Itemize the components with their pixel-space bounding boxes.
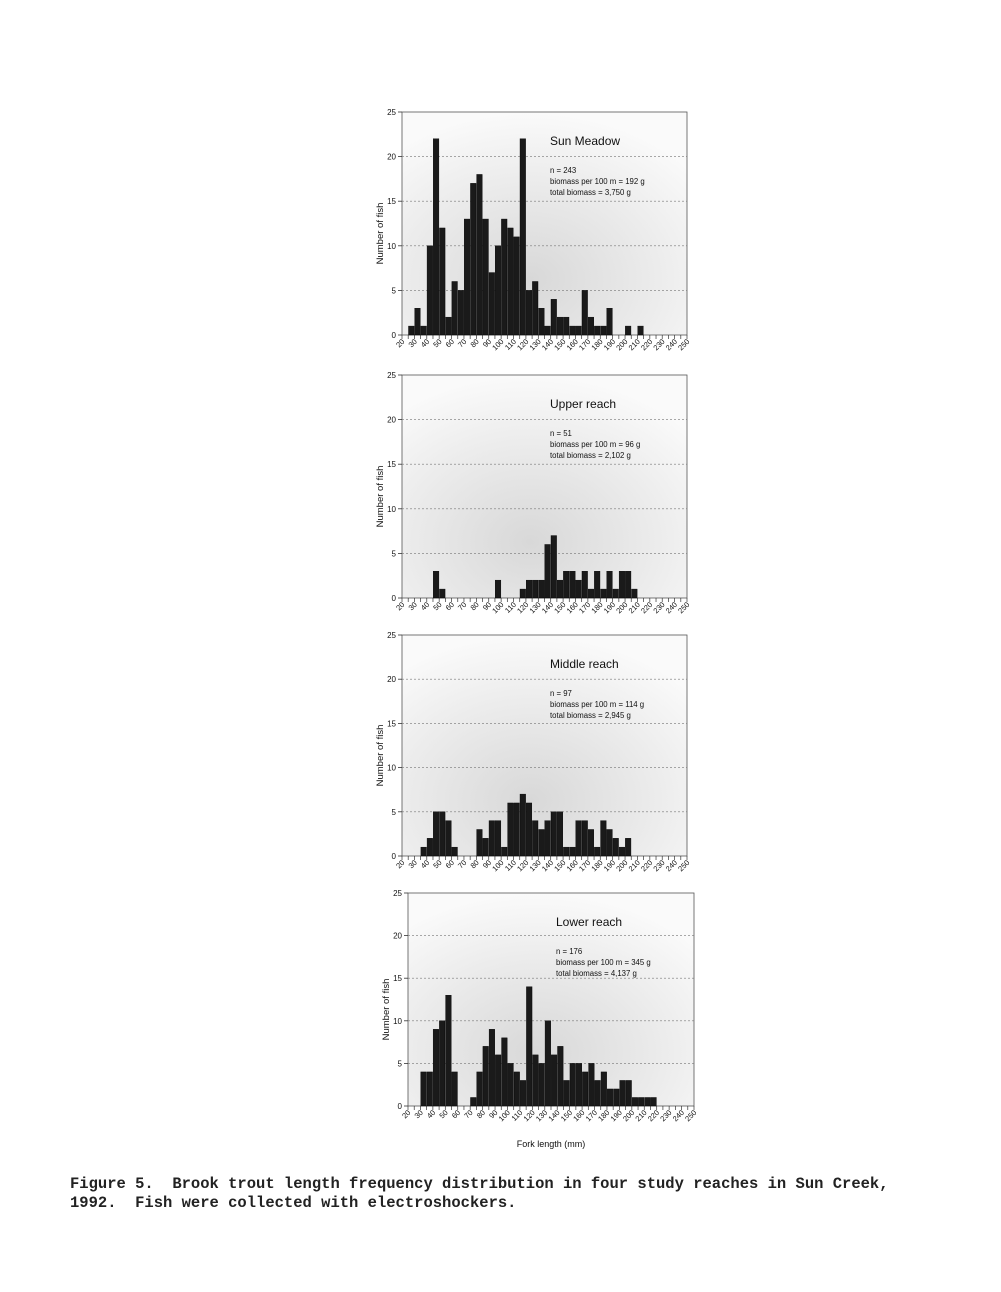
bar [477,1072,483,1106]
bar [446,995,452,1106]
bar [452,847,458,856]
bar [532,821,538,856]
x-tick-label: 130 [527,858,543,874]
bar [557,812,563,856]
y-tick-label: 0 [391,594,396,603]
y-tick-label: 0 [391,331,396,340]
bar [551,299,557,335]
y-tick-label: 10 [387,504,396,514]
x-tick-label: 200 [614,858,630,874]
x-tick-label: 120 [521,1108,537,1124]
bar [576,1063,582,1106]
bar [619,847,625,856]
x-tick-label: 20 [394,337,407,350]
chart-annotation: n = 176 [556,947,583,956]
bar [532,281,538,335]
bar [433,812,439,856]
bar [532,580,538,598]
x-tick-label: 250 [676,858,692,874]
x-tick-label: 180 [589,858,605,874]
bar [551,812,557,856]
x-axis-label: Fork length (mm) [516,1139,586,1149]
chart-annotation: biomass per 100 m = 345 g [556,958,651,967]
bar [508,803,514,856]
x-tick-label: 220 [639,600,655,616]
bar [619,571,625,598]
bar [582,821,588,856]
bar [645,1097,651,1106]
bar [551,1055,557,1106]
x-tick-label: 160 [571,1108,587,1124]
bar [452,281,458,335]
chart-annotation: total biomass = 4,137 g [556,969,637,978]
x-tick-label: 230 [651,858,667,874]
bar [470,183,476,335]
bar [563,317,569,335]
bar [520,139,526,335]
bar [477,829,483,856]
chart-title: Sun Meadow [550,134,621,148]
x-tick-label: 160 [564,858,580,874]
bar [638,1097,644,1106]
x-tick-label: 40 [418,858,432,871]
x-tick-label: 70 [456,337,469,350]
bar [514,1072,520,1106]
x-tick-label: 110 [509,1108,525,1123]
bar [594,571,600,598]
x-tick-label: 190 [601,337,618,353]
x-tick-label: 80 [468,858,481,871]
y-tick-label: 10 [387,763,396,773]
x-tick-label: 30 [412,1108,425,1121]
bar [564,1080,570,1106]
y-tick-label: 25 [387,108,396,117]
bar [601,589,607,598]
bar [613,838,619,856]
bar [570,326,576,335]
x-tick-label: 80 [474,1108,488,1121]
bar [446,317,452,335]
bar [421,326,427,335]
x-tick-label: 70 [462,1108,475,1121]
y-tick-label: 25 [387,631,396,640]
x-tick-label: 80 [468,337,481,350]
bar [613,1089,619,1106]
bar [625,838,631,856]
bar [539,580,545,598]
x-tick-label: 140 [539,858,556,874]
chart-title: Middle reach [550,657,619,671]
x-tick-label: 230 [651,600,667,616]
x-tick-label: 90 [480,337,494,350]
bar [625,571,631,598]
bar [495,821,501,856]
y-tick-label: 20 [387,675,396,685]
x-tick-label: 30 [406,600,419,613]
chart-annotation: n = 51 [550,429,572,438]
x-tick-label: 150 [558,1108,575,1124]
caption-line-2: 1992. Fish were collected with electroshockers. [70,1194,517,1212]
x-tick-label: 210 [626,858,642,874]
bar [533,1055,539,1106]
x-tick-label: 240 [663,858,680,874]
bar [570,1063,576,1106]
x-tick-label: 200 [614,600,630,616]
x-tick-label: 240 [663,600,680,616]
bar [570,571,576,598]
y-tick-label: 10 [387,241,396,251]
bar [439,589,445,598]
bar [613,589,619,598]
bar [408,326,414,335]
x-tick-label: 210 [633,1108,649,1124]
bar [495,1055,501,1106]
x-tick-label: 60 [443,337,456,350]
y-axis-label: Number of fish [375,724,386,787]
x-tick-label: 180 [596,1108,612,1124]
chart-annotation: biomass per 100 m = 96 g [550,440,641,449]
bar [558,1046,564,1106]
y-tick-label: 5 [391,286,396,296]
bar [433,1029,439,1106]
bar [588,829,594,856]
y-tick-label: 0 [397,1102,402,1111]
bar [582,290,588,335]
bar [594,847,600,856]
x-tick-label: 140 [539,337,556,353]
bar [427,838,433,856]
bar [601,1072,607,1106]
x-tick-label: 90 [480,858,494,871]
x-tick-label: 80 [468,600,481,613]
x-tick-label: 250 [676,337,692,353]
y-tick-label: 10 [393,1016,402,1026]
bar [607,571,613,598]
x-tick-label: 110 [503,337,518,352]
bar [594,326,600,335]
bar [508,1063,514,1106]
bar [545,544,551,598]
chart-annotation: n = 243 [550,166,577,175]
x-tick-label: 20 [394,600,407,613]
y-tick-label: 25 [387,371,396,380]
bar [545,326,551,335]
x-tick-label: 240 [670,1108,686,1124]
x-tick-label: 180 [589,337,605,353]
bar [588,317,594,335]
bar [501,219,507,335]
x-tick-label: 150 [552,600,568,616]
bar [433,139,439,335]
y-tick-label: 15 [393,974,402,984]
x-tick-label: 50 [431,337,444,350]
y-axis-label: Number of fish [381,978,392,1041]
bar [595,1080,601,1106]
bar [464,219,470,335]
x-tick-label: 100 [490,337,506,353]
bar [433,571,439,598]
x-tick-label: 130 [533,1108,550,1124]
x-tick-label: 240 [663,337,680,353]
bar [563,847,569,856]
x-tick-label: 40 [425,1108,438,1121]
y-tick-label: 25 [393,889,402,898]
y-tick-label: 5 [391,549,396,559]
bar [601,821,607,856]
bar [620,1080,626,1106]
bar [439,812,445,856]
x-tick-label: 180 [589,600,605,616]
bar [508,228,514,335]
x-tick-label: 30 [406,858,419,871]
bar [483,219,489,335]
y-tick-label: 5 [397,1059,402,1069]
bar [439,1021,445,1106]
x-tick-label: 190 [601,600,618,616]
bar [446,821,452,856]
x-tick-label: 140 [546,1108,562,1124]
x-tick-label: 40 [418,600,432,613]
bar [539,1063,545,1106]
bar [551,536,557,598]
x-tick-label: 220 [639,858,655,874]
y-tick-label: 0 [391,852,396,861]
x-tick-label: 140 [539,600,556,616]
bar [570,847,576,856]
x-tick-label: 210 [626,600,642,616]
bar [557,580,563,598]
bar [483,1046,489,1106]
x-tick-label: 200 [614,337,630,353]
bar [495,246,501,335]
bar [427,1072,433,1106]
x-tick-label: 120 [515,600,531,616]
x-tick-label: 110 [503,858,518,873]
chart-annotation: n = 97 [550,689,572,698]
chart-panel-3 [375,631,691,873]
x-tick-label: 170 [577,600,593,616]
bar [589,1063,595,1106]
x-tick-label: 190 [601,858,618,874]
x-tick-label: 20 [400,1108,413,1121]
bar [470,1097,476,1106]
x-tick-label: 40 [418,337,432,350]
bar [632,589,638,598]
y-tick-label: 15 [387,197,396,207]
figure-caption [70,1175,970,1213]
y-tick-label: 15 [387,460,396,470]
x-tick-label: 130 [527,600,543,616]
x-tick-label: 230 [658,1108,674,1124]
y-tick-label: 20 [387,415,396,425]
y-tick-label: 5 [391,807,396,817]
x-tick-label: 50 [431,858,444,871]
x-tick-label: 190 [608,1108,624,1124]
bar [489,273,495,335]
bar [495,580,501,598]
bar [582,571,588,598]
bar [421,1072,427,1106]
chart-title: Lower reach [556,915,623,929]
bar [427,246,433,335]
bar [489,821,495,856]
bar [501,847,507,856]
x-tick-label: 220 [639,337,655,353]
bar [439,228,445,335]
x-tick-label: 70 [456,858,469,871]
x-tick-label: 150 [552,337,568,353]
bar [489,1029,495,1106]
x-tick-label: 20 [394,858,407,871]
chart-annotation: total biomass = 2,945 g [550,711,631,720]
chart-panel-1 [375,108,691,352]
bar [526,290,532,335]
x-tick-label: 50 [431,600,444,613]
chart-annotation: total biomass = 3,750 g [550,188,631,197]
x-tick-label: 120 [515,337,531,353]
x-tick-label: 30 [406,337,419,350]
bar [520,794,526,856]
bar [539,308,545,335]
x-tick-label: 170 [577,337,593,353]
bar [632,1097,638,1106]
bar [477,174,483,335]
bar [601,326,607,335]
chart-panel-2 [375,371,691,615]
bar [539,829,545,856]
x-tick-label: 60 [443,600,456,613]
x-tick-label: 250 [683,1108,699,1124]
x-tick-label: 200 [621,1108,637,1124]
y-tick-label: 20 [387,152,396,162]
chart-annotation: total biomass = 2,102 g [550,451,631,460]
x-tick-label: 230 [651,337,667,353]
x-tick-label: 130 [527,337,543,353]
chart-panel-4 [381,889,698,1149]
bar [582,1072,588,1106]
x-tick-label: 170 [583,1108,599,1124]
bar [514,237,520,335]
x-tick-label: 90 [487,1108,500,1121]
x-tick-label: 110 [503,600,518,615]
bar [514,803,520,856]
bar [607,308,613,335]
bar [483,838,489,856]
x-tick-label: 210 [626,337,642,353]
bar [458,290,464,335]
bar [415,308,421,335]
x-tick-label: 70 [456,600,469,613]
bar [526,987,532,1106]
x-tick-label: 150 [552,858,568,874]
x-tick-label: 60 [443,858,456,871]
y-axis-label: Number of fish [375,202,386,265]
bar [563,571,569,598]
x-tick-label: 100 [496,1108,512,1124]
bar [607,1089,613,1106]
x-tick-label: 160 [564,337,580,353]
bar [607,829,613,856]
bar [502,1038,508,1106]
bar [452,1072,458,1106]
y-tick-label: 20 [393,931,402,941]
bar [520,589,526,598]
y-tick-label: 15 [387,719,396,729]
x-tick-label: 100 [490,600,506,616]
x-tick-label: 250 [676,600,692,616]
bar [626,1080,632,1106]
chart-title: Upper reach [550,397,617,411]
bar [576,580,582,598]
bar [526,580,532,598]
x-tick-label: 50 [437,1108,450,1121]
bar [576,821,582,856]
x-tick-label: 120 [515,858,531,874]
bar [421,847,427,856]
bar [638,326,644,335]
x-tick-label: 170 [577,858,593,874]
bar [545,1021,551,1106]
y-axis-label: Number of fish [375,465,386,528]
x-tick-label: 220 [645,1108,662,1124]
bar [576,326,582,335]
bar [557,317,563,335]
x-tick-label: 100 [490,858,506,874]
caption-line-1: Figure 5. Brook trout length frequency distribution in four study reaches in Sun Creek, [70,1175,889,1193]
x-tick-label: 60 [449,1108,463,1121]
x-tick-label: 160 [564,600,580,616]
bar [520,1080,526,1106]
chart-annotation: biomass per 100 m = 192 g [550,177,645,186]
bar [588,589,594,598]
plot-area [402,375,687,598]
chart-annotation: biomass per 100 m = 114 g [550,700,645,709]
bar [545,821,551,856]
bar [625,326,631,335]
bar [651,1097,657,1106]
bar [526,803,532,856]
x-tick-label: 90 [480,600,494,613]
